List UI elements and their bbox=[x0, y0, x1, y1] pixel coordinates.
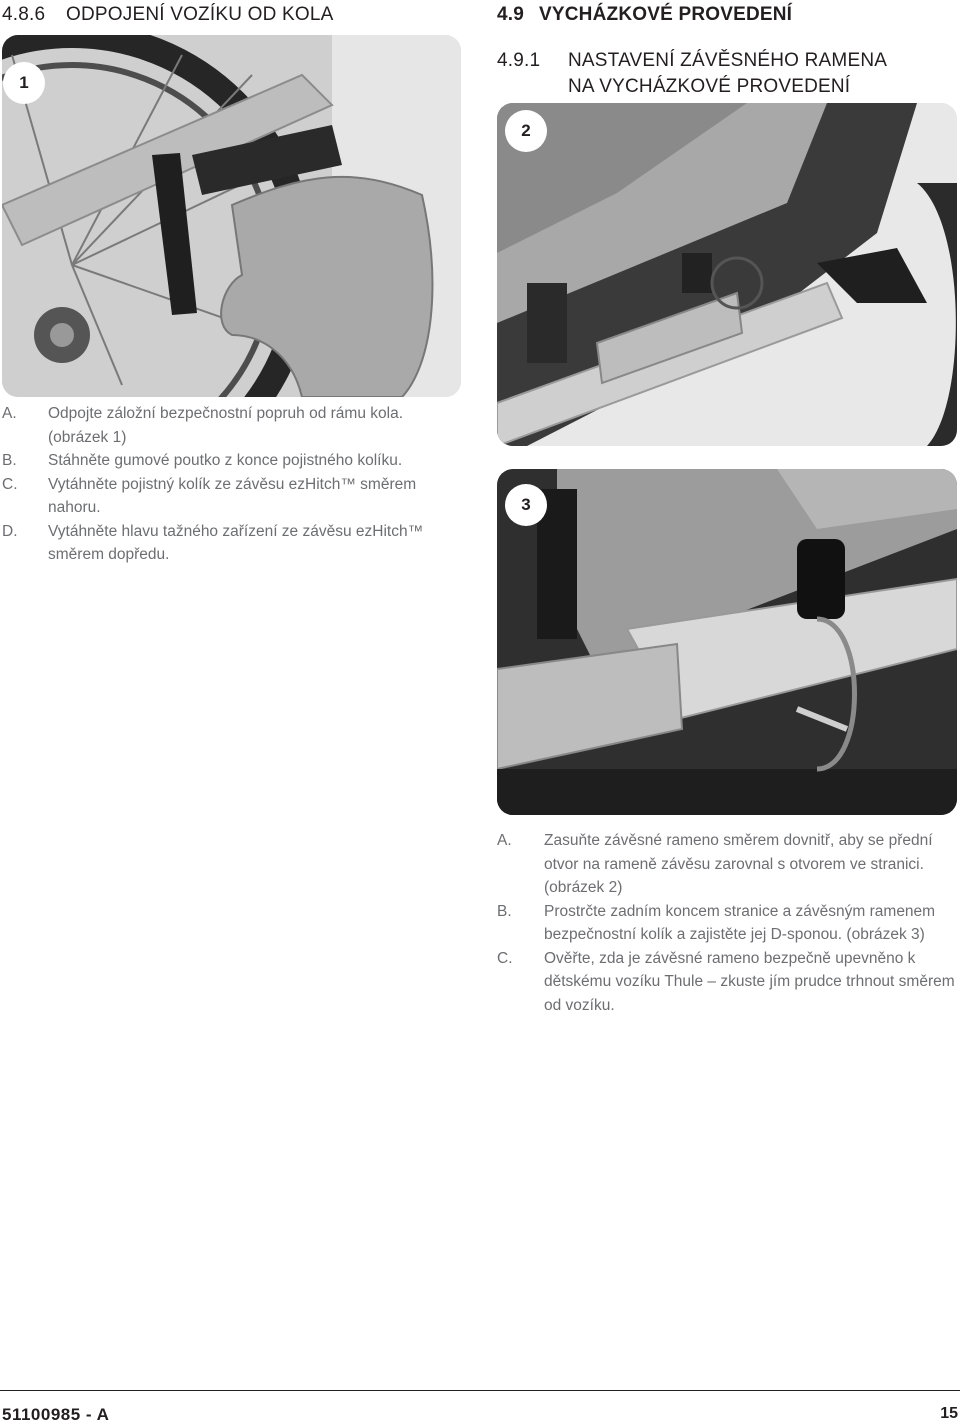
left-step-d bbox=[2, 520, 452, 567]
right-subsection-number: 4.9.1 bbox=[497, 50, 541, 71]
document-code: 51100985 - A bbox=[2, 1405, 110, 1424]
right-section-heading bbox=[497, 4, 792, 26]
step-letter: C. bbox=[2, 475, 18, 493]
figure-2-badge: 2 bbox=[505, 110, 547, 152]
figure-1-badge: 1 bbox=[3, 62, 45, 104]
left-section-heading bbox=[2, 4, 333, 26]
left-step-c bbox=[2, 473, 452, 520]
step-letter: A. bbox=[497, 832, 512, 849]
right-section-title: VYCHÁZKOVÉ PROVEDENÍ bbox=[539, 4, 793, 25]
step-letter: D. bbox=[2, 522, 18, 540]
step-text: Vytáhněte hlavu tažného zařízení ze závěsu ezHitch™ směrem dopředu. bbox=[48, 522, 424, 563]
figure-2-photo bbox=[497, 103, 957, 446]
right-subsection-title-line2: NA VYCHÁZKOVÉ PROVEDENÍ bbox=[568, 76, 851, 97]
step-text: Prostrčte zadním koncem stranice a závěsným ramenem bezpečnostní kolík a zajistěte jej D-sponou. (obrázek 3) bbox=[544, 902, 936, 943]
figure-3-badge: 3 bbox=[505, 484, 547, 526]
step-text: Zasuňte závěsné rameno směrem dovnitř, aby se přední otvor na rameně závěsu zarovnal s otvorem ve stranici. (obrázek 2) bbox=[544, 832, 933, 896]
left-section-number: 4.8.6 bbox=[2, 4, 46, 25]
step-text: Vytáhněte pojistný kolík ze závěsu ezHitch™ směrem nahoru. bbox=[48, 475, 417, 516]
right-steps-list bbox=[497, 829, 957, 1017]
figure-3-illustration bbox=[497, 469, 957, 815]
left-step-b bbox=[2, 449, 452, 473]
page-number: 15 bbox=[940, 1405, 958, 1422]
left-steps-list bbox=[2, 402, 452, 567]
step-text: Odpojte záložní bezpečnostní popruh od rámu kola. (obrázek 1) bbox=[48, 405, 404, 446]
step-letter: B. bbox=[497, 902, 512, 920]
right-subsection-title-line1: NASTAVENÍ ZÁVĚSNÉHO RAMENA bbox=[568, 50, 888, 71]
figure-2-illustration bbox=[497, 103, 957, 446]
figure-1-photo bbox=[2, 35, 461, 397]
step-text: Ověřte, zda je závěsné rameno bezpečně upevněno k dětskému vozíku Thule – zkuste jím prudce trhnout směrem od vozíku. bbox=[544, 949, 955, 1014]
right-section-number: 4.9 bbox=[497, 4, 525, 25]
left-step-a bbox=[2, 402, 452, 449]
figure-3-photo bbox=[497, 469, 957, 815]
right-step-c bbox=[497, 947, 957, 1018]
right-step-b bbox=[497, 900, 957, 947]
figure-1-illustration bbox=[2, 35, 461, 397]
step-letter: C. bbox=[497, 949, 513, 967]
step-letter: A. bbox=[2, 405, 17, 422]
right-subsection-heading bbox=[497, 50, 887, 100]
right-step-a bbox=[497, 829, 957, 900]
left-section-title: ODPOJENÍ VOZÍKU OD KOLA bbox=[66, 4, 334, 25]
step-letter: B. bbox=[2, 452, 17, 469]
footer-divider bbox=[0, 1390, 960, 1391]
step-text: Stáhněte gumové poutko z konce pojistného kolíku. bbox=[48, 452, 403, 469]
